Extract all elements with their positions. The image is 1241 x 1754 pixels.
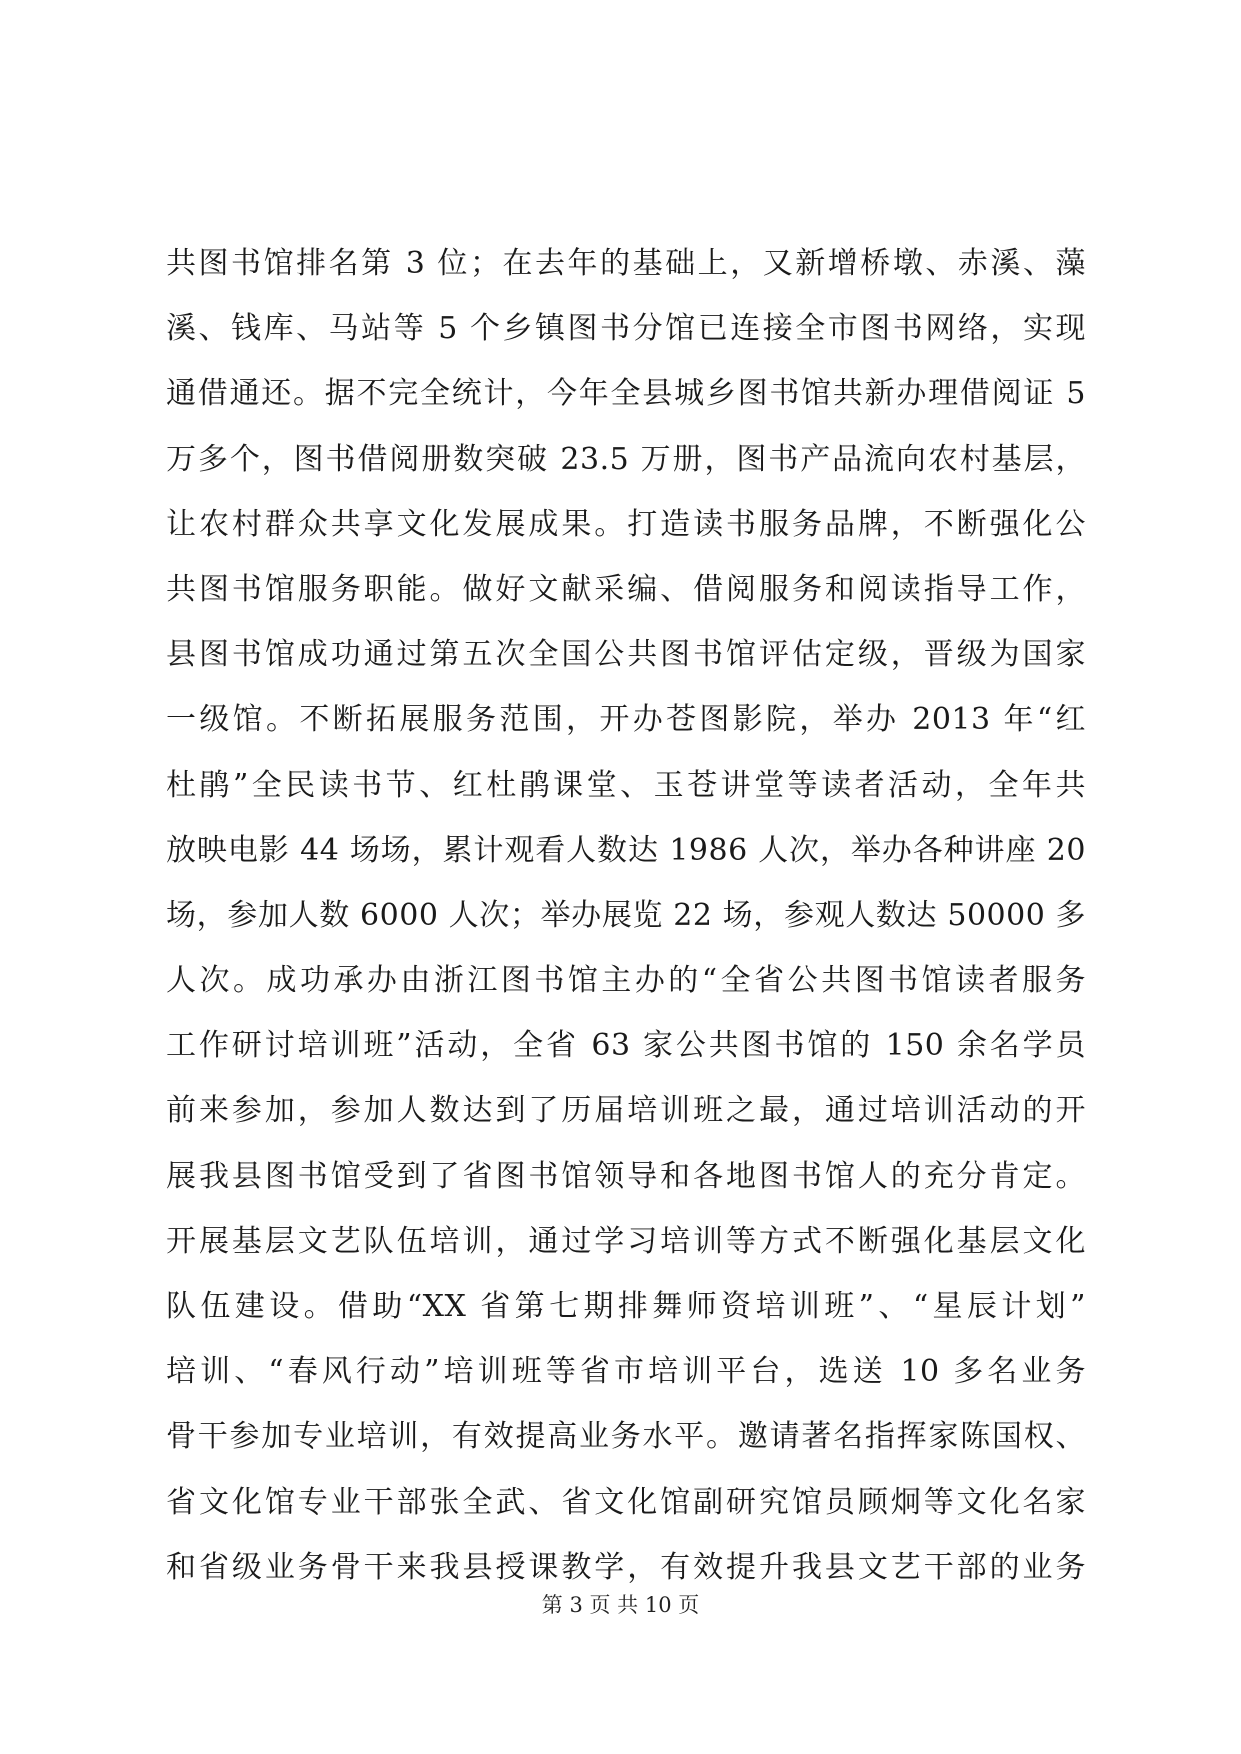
text-line: 万多个，图书借阅册数突破 23.5 万册，图书产品流向农村基层， [166, 441, 1086, 477]
text-line: 一级馆。不断拓展服务范围，开办苍图影院，举办 2013 年“红 [166, 702, 1086, 738]
text-line: 培训、“春风行动”培训班等省市培训平台，选送 10 多名业务 [166, 1354, 1086, 1390]
text-line: 人次。成功承办由浙江图书馆主办的“全省公共图书馆读者服务 [166, 963, 1086, 999]
text-line: 工作研讨培训班”活动，全省 63 家公共图书馆的 150 余名学员 [166, 1028, 1086, 1064]
text-line: 开展基层文艺队伍培训，通过学习培训等方式不断强化基层文化 [166, 1223, 1086, 1259]
text-line: 前来参加，参加人数达到了历届培训班之最，通过培训活动的开 [166, 1093, 1086, 1129]
text-line: 通借通还。据不完全统计，今年全县城乡图书馆共新办理借阅证 5 [166, 376, 1086, 412]
body-text [166, 231, 1086, 1600]
text-line: 溪、钱库、马站等 5 个乡镇图书分馆已连接全市图书网络，实现 [166, 311, 1086, 347]
text-line: 共图书馆排名第 3 位；在去年的基础上，又新增桥墩、赤溪、藻 [166, 246, 1086, 281]
text-line: 放映电影 44 场场，累计观看人数达 1986 人次，举办各种讲座 20 [166, 832, 1086, 868]
text-line: 让农村群众共享文化发展成果。打造读书服务品牌，不断强化公 [166, 506, 1086, 542]
text-line: 县图书馆成功通过第五次全国公共图书馆评估定级，晋级为国家 [166, 637, 1086, 673]
text-line: 杜鹃”全民读书节、红杜鹃课堂、玉苍讲堂等读者活动，全年共 [166, 767, 1086, 803]
text-line: 共图书馆服务职能。做好文献采编、借阅服务和阅读指导工作， [166, 571, 1086, 607]
text-line: 展我县图书馆受到了省图书馆领导和各地图书馆人的充分肯定。 [166, 1158, 1086, 1194]
text-line: 队伍建设。借助“XX 省第七期排舞师资培训班”、“星辰计划” [166, 1289, 1086, 1324]
text-line: 和省级业务骨干来我县授课教学，有效提升我县文艺干部的业务 [166, 1549, 1086, 1585]
text-line: 骨干参加专业培训，有效提高业务水平。邀请著名指挥家陈国权、 [166, 1419, 1086, 1455]
page-number-footer: 第 3 页 共 10 页 [541, 1593, 700, 1617]
text-line: 场，参加人数 6000 人次；举办展览 22 场，参观人数达 50000 多 [166, 897, 1086, 933]
text-line: 省文化馆专业干部张全武、省文化馆副研究馆员顾炯等文化名家 [166, 1484, 1086, 1520]
